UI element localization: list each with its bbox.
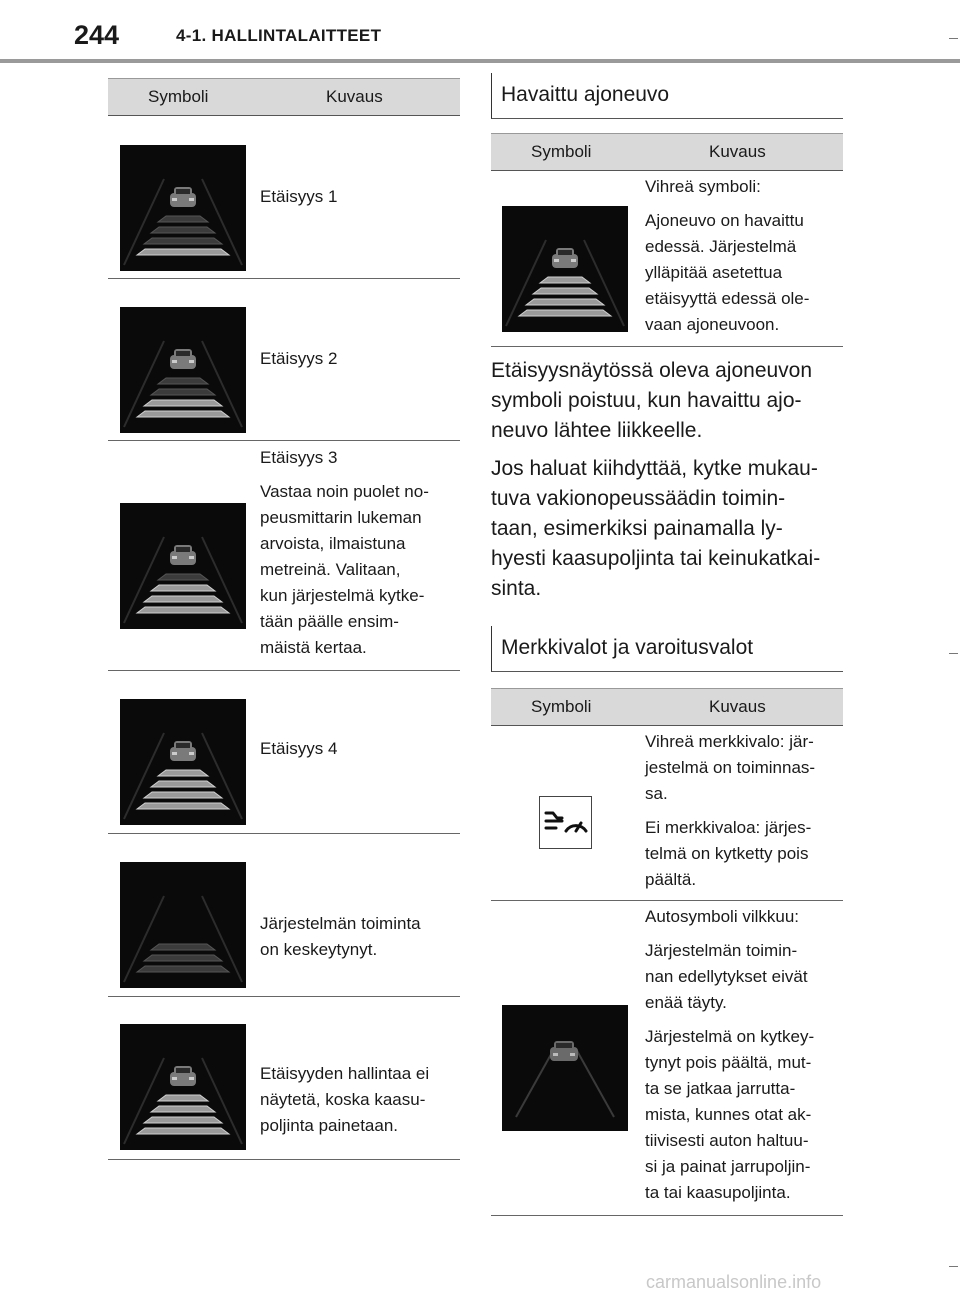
distance-bar bbox=[137, 803, 229, 809]
section-title-detected-vehicle: Havaittu ajoneuvo bbox=[491, 73, 843, 119]
distance-bar bbox=[151, 781, 215, 787]
row-description bbox=[260, 885, 421, 989]
row-description bbox=[260, 445, 456, 661]
distance-bar bbox=[137, 607, 229, 613]
distance-bars-icon bbox=[120, 1024, 246, 1150]
description-text: Autosymboli vilkkuu: bbox=[645, 907, 800, 926]
distance-bar bbox=[151, 227, 215, 233]
car-icon bbox=[170, 187, 196, 207]
description-text: Järjestelmän toimin- nan edellytykset eivät enää täyty. bbox=[645, 941, 808, 1012]
distance-bar bbox=[144, 792, 222, 798]
description-text: Vihreä merkkivalo: jär- jestelmä on toiminnas- sa. bbox=[645, 732, 816, 803]
distance-bar bbox=[526, 299, 604, 305]
car-icon bbox=[170, 741, 196, 761]
row-description bbox=[260, 1035, 429, 1165]
table-row bbox=[491, 726, 843, 901]
distance-bars-icon bbox=[120, 699, 246, 825]
distance-bar bbox=[158, 378, 208, 384]
distance-bar bbox=[158, 770, 208, 776]
distance-bar bbox=[158, 574, 208, 580]
road-car-icon bbox=[502, 1005, 628, 1131]
description-text: Vihreä symboli: bbox=[645, 177, 761, 196]
table-row bbox=[491, 171, 843, 347]
row-description bbox=[645, 174, 841, 338]
distance-bar bbox=[158, 216, 208, 222]
table-row bbox=[108, 671, 460, 834]
distance-bar bbox=[137, 966, 229, 972]
distance-bars-icon bbox=[120, 307, 246, 433]
distance-bars-icon bbox=[120, 862, 246, 988]
page-header bbox=[0, 0, 960, 64]
distance-bars-icon bbox=[120, 503, 246, 629]
distance-bar bbox=[137, 249, 229, 255]
table-row bbox=[108, 116, 460, 279]
distance-bar bbox=[144, 1117, 222, 1123]
description-text: Vastaa noin puolet no- peusmittarin lukeman arvoista, ilmaistuna metreinä. Valitaan, kun järjestelmä kytke- tään päälle ensim- mäistä kertaa. bbox=[260, 482, 429, 657]
edge-tick bbox=[949, 653, 958, 654]
distance-bar bbox=[158, 1095, 208, 1101]
distance-bar bbox=[137, 1128, 229, 1134]
distance-bar bbox=[533, 288, 597, 294]
distance-bars-icon bbox=[120, 145, 246, 271]
car-icon bbox=[170, 1066, 196, 1086]
row-description bbox=[260, 184, 337, 210]
description-text: Ei merkkivaloa: järjes- telmä on kytketty pois päältä. bbox=[645, 818, 812, 889]
table-row bbox=[108, 997, 460, 1160]
table-row bbox=[108, 279, 460, 441]
header-rule bbox=[0, 59, 960, 63]
edge-tick bbox=[949, 38, 958, 39]
description-text: Etäisyys 4 bbox=[260, 739, 338, 758]
body-paragraph: Jos haluat kiihdyttää, kytke mukau- tuva vakionopeussäädin toimin- taan, esimerkiksi painamalla ly- hyesti kaasupoljinta tai keinukatkai- sinta. bbox=[491, 457, 821, 600]
row-description bbox=[645, 729, 841, 893]
distance-bar bbox=[144, 238, 222, 244]
left-table-header bbox=[108, 78, 460, 116]
description-text: Ajoneuvo on havaittu edessä. Järjestelmä ylläpitää asetettua etäisyyttä edessä ole- vaan ajoneuvoon. bbox=[645, 211, 810, 334]
column-header-symbol: Symboli bbox=[531, 697, 592, 716]
distance-bar bbox=[151, 944, 215, 950]
description-text: Järjestelmä on kytkey- tynyt pois päältä, mut- ta se jatkaa jarrutta- mista, kunnes otat ak- tiivisesti auton haltuu- si ja painat jarrupoljin- ta tai kaasupoljinta. bbox=[645, 1027, 815, 1202]
car-icon bbox=[170, 545, 196, 565]
column-header-description: Kuvaus bbox=[326, 87, 383, 106]
column-header-symbol: Symboli bbox=[531, 142, 592, 161]
distance-bar bbox=[151, 1106, 215, 1112]
description-text: Etäisyyden hallintaa ei näytetä, koska kaasu- poljinta painetaan. bbox=[260, 1064, 430, 1135]
description-text: Etäisyys 1 bbox=[260, 187, 338, 206]
description-text: Etäisyys 2 bbox=[260, 349, 338, 368]
distance-bar bbox=[519, 310, 611, 316]
chapter-title: 4-1. HALLINTALAITTEET bbox=[176, 26, 382, 45]
edge-tick bbox=[949, 1266, 958, 1267]
indicators-table-header bbox=[491, 688, 843, 726]
page-number: 244 bbox=[74, 20, 120, 50]
column-header-description: Kuvaus bbox=[709, 142, 766, 161]
description-text: Etäisyys 3 bbox=[260, 448, 338, 467]
detected-table-header bbox=[491, 133, 843, 171]
distance-bar bbox=[144, 596, 222, 602]
section-title-indicators: Merkkivalot ja varoitusvalot bbox=[491, 626, 843, 672]
row-description bbox=[645, 904, 841, 1206]
car-icon bbox=[170, 349, 196, 369]
distance-bar bbox=[137, 411, 229, 417]
body-paragraph: Etäisyysnäytössä oleva ajoneuvon symboli poistuu, kun havaittu ajo- neuvo lähtee liikkeelle. bbox=[491, 359, 813, 442]
distance-bars-icon bbox=[502, 206, 628, 332]
distance-bar bbox=[151, 585, 215, 591]
table-row bbox=[108, 441, 460, 671]
column-header-description: Kuvaus bbox=[709, 697, 766, 716]
row-description bbox=[260, 736, 337, 762]
distance-bar bbox=[144, 400, 222, 406]
distance-bar bbox=[144, 955, 222, 961]
table-row bbox=[491, 901, 843, 1216]
car-icon bbox=[552, 248, 578, 268]
table-row bbox=[108, 834, 460, 997]
cruise-control-indicator-icon bbox=[539, 796, 592, 849]
description-text: Järjestelmän toiminta on keskeytynyt. bbox=[260, 914, 421, 959]
watermark: carmanualsonline.info bbox=[646, 1272, 822, 1292]
distance-bar bbox=[540, 277, 590, 283]
column-header-symbol: Symboli bbox=[148, 87, 209, 106]
row-description bbox=[260, 346, 337, 372]
distance-bar bbox=[151, 389, 215, 395]
